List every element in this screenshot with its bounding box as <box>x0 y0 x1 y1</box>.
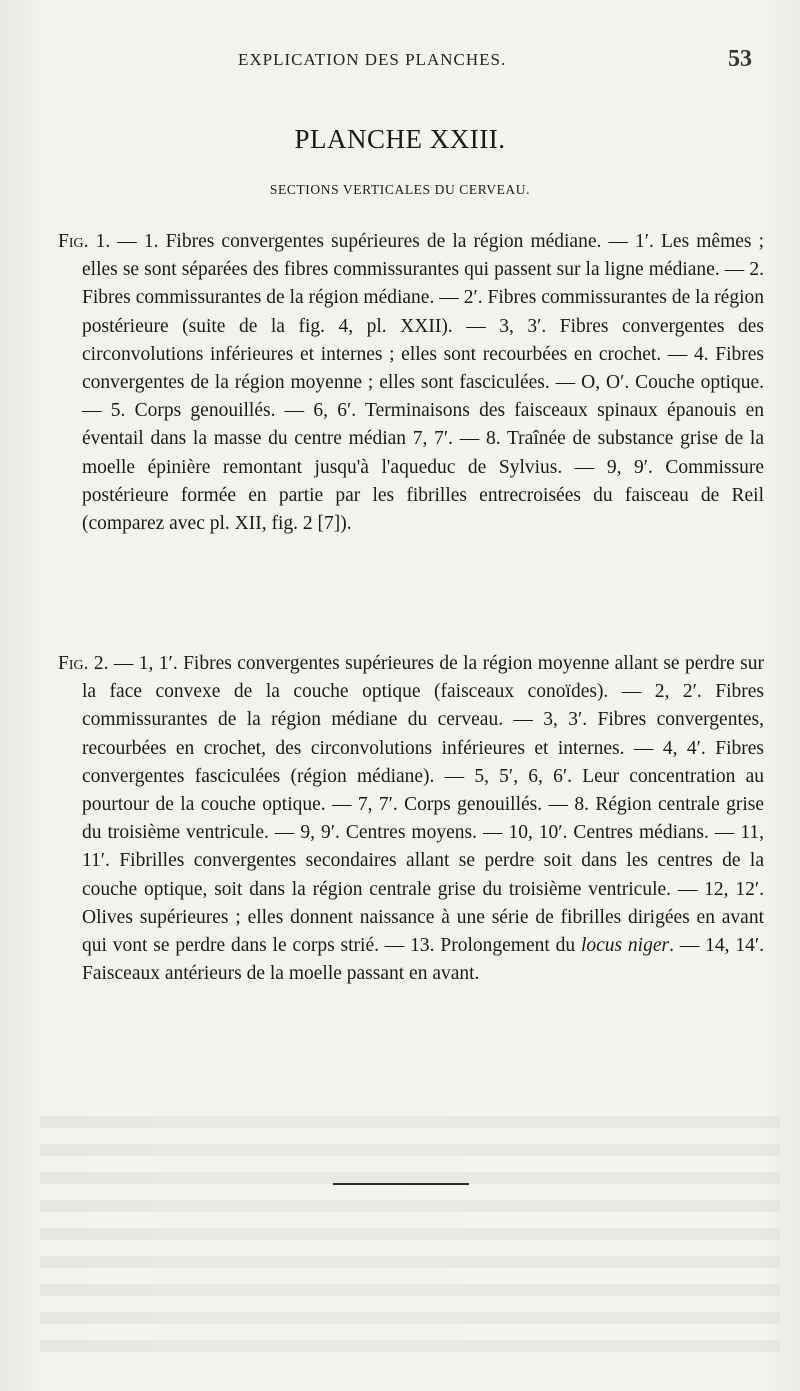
figure-1-caption <box>58 228 764 538</box>
figure-2-caption <box>58 650 764 988</box>
plate-title: PLANCHE XXIII. <box>294 124 506 154</box>
running-title: EXPLICATION DES PLANCHES. <box>238 50 507 69</box>
running-head <box>0 46 800 76</box>
page-number: 53 <box>728 46 752 72</box>
figure-2-label: Fig. 2. <box>58 653 109 674</box>
figure-2-text-end: . — 14, 14′. Faisceaux antérieurs de la moelle passant en avant. <box>82 935 765 985</box>
reverse-side-show-through <box>40 1100 780 1360</box>
figure-1-label: Fig. 1. <box>58 231 111 252</box>
figure-2-text: — 1, 1′. Fibres convergentes supérieures de la région moyenne allant se perdre sur la face convexe de la couche optique (faisceaux conoïdes). — 2, 2′. Fibres commissurantes de la région médiane du cerveau. — 3, 3′. Fibres convergentes, recourbées en crochet, des circonvolutions inférieures et internes. — 4, 4′. Fibres convergentes fasciculées (région médiane). — 5, 5′, 6, 6′. Leur concentration au pourtour de la couche optique. — 7, 7′. Corps genouillés. — 8. Région centrale grise du troisième ventricule. — 9, 9′. Centres moyens. — 10, 10′. Centres médians. — 11, 11′. Fibrilles convergentes secondaires allant se perdre soit dans les centres de la couche optique, soit dans la région centrale grise du troisième ventricule. — 12, 12′. Olives supérieures ; elles donnent naissance à une série de fibrilles dirigées en avant qui vont se perdre dans le corps strié. — 13. Prolongement du <box>82 653 764 957</box>
figure-2-italic-term: locus niger <box>580 935 670 957</box>
plate-subtitle: SECTIONS VERTICALES DU CERVEAU. <box>269 182 531 197</box>
figure-1-text: — 1. Fibres convergentes supérieures de la région médiane. — 1′. Les mêmes ; elles se sont séparées des fibres commissurantes qui passent sur la ligne médiane. — 2. Fibres commissurantes de la région médiane. — 2′. Fibres commissurantes de la région postérieure (suite de la fig. 4, pl. XXII). — 3, 3′. Fibres convergentes des circonvolutions inférieures et internes ; elles sont recourbées en crochet. — 4. Fibres convergentes de la région moyenne ; elles sont fasciculées. — O, O′. Couche optique. — 5. Corps genouillés. — 6, 6′. Terminaisons des faisceaux spinaux épanouis en éventail dans la masse du centre médian 7, 7′. — 8. Traînée de substance grise de la moelle épinière remontant jusqu'à l'aqueduc de Sylvius. — 9, 9′. Commissure postérieure formée en partie par les fibrilles entrecroisées du faisceau de Reil (comparez avec pl. XII, fig. 2 [7]). <box>82 231 764 535</box>
